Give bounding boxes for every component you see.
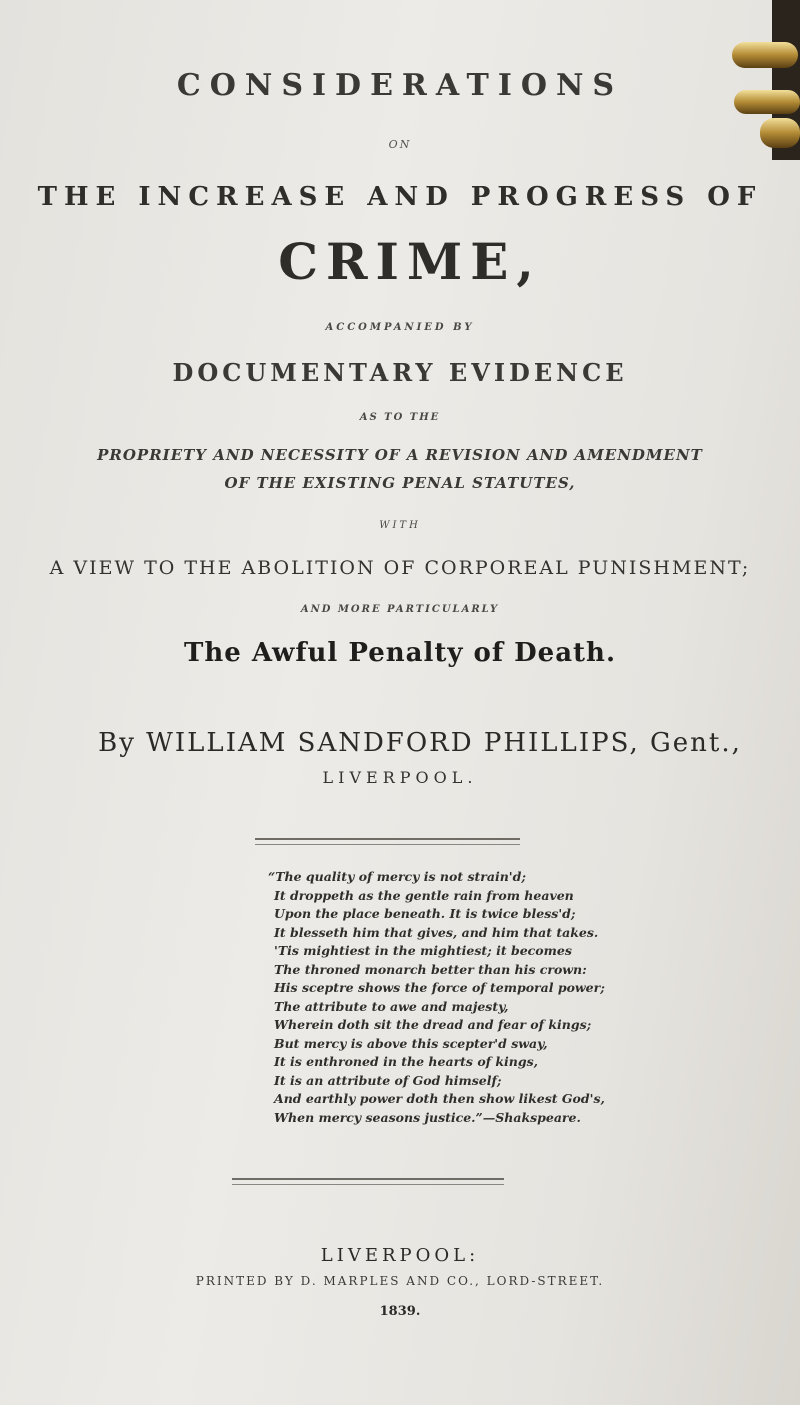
accompanied-by: ACCOMPANIED BY [325,322,475,333]
title-considerations: CONSIDERATIONS [176,68,624,103]
imprint-printer: PRINTED BY D. MARPLES AND CO., LORD-STREET. [195,1274,605,1288]
quote-line: “The quality of mercy is not strain'd; [268,869,526,884]
quote-line: It is an attribute of God himself; [274,1072,502,1088]
quote-line: The throned monarch better than his crown: [274,961,587,977]
imprint-place: LIVERPOOL: [320,1245,480,1266]
quote-line: When mercy seasons justice.”—Shakspeare. [274,1109,581,1125]
author-place: LIVERPOOL. [322,768,478,787]
quote-line: The attribute to awe and majesty, [274,998,509,1014]
quote-line: Wherein doth sit the dread and fear of kings; [274,1017,592,1032]
documentary-evidence: DOCUMENTARY EVIDENCE [172,358,628,387]
and-more-particularly: AND MORE PARTICULARLY [300,604,500,615]
divider-rule-bottom [232,1178,504,1185]
title-crime: CRIME, [278,232,542,291]
title-on: ON [388,138,412,151]
as-to-the: AS TO THE [359,412,441,423]
imprint-year: 1839. [379,1304,421,1319]
awful-penalty-heading: The Awful Penalty of Death. [183,638,617,668]
title-increase-progress: THE INCREASE AND PROGRESS OF [37,182,763,212]
divider-rule-top [255,838,520,845]
propriety-line-1: PROPRIETY AND NECESSITY OF A REVISION AND AMENDMENT [97,446,703,464]
quote-line: And earthly power doth then show likest God's, [274,1091,605,1106]
author-line: By WILLIAM SANDFORD PHILLIPS, Gent., [98,728,742,758]
quote-line: Upon the place beneath. It is twice bless'd; [274,906,576,921]
view-abolition: A VIEW TO THE ABOLITION OF CORPOREAL PUNISHMENT; [49,557,751,579]
quote-line: 'Tis mightiest in the mightiest; it becomes [274,943,572,958]
quote-line: But mercy is above this scepter'd sway, [274,1035,548,1051]
shakespeare-quotation [268,868,605,1127]
quote-line: His sceptre shows the force of temporal power; [274,980,605,995]
quote-line: It blesseth him that gives, and him that takes. [274,924,599,940]
propriety-line-2: OF THE EXISTING PENAL STATUTES, [224,474,576,492]
quote-line: It droppeth as the gentle rain from heaven [274,887,574,903]
with-label: WITH [379,520,421,531]
quote-line: It is enthroned in the hearts of kings, [274,1054,539,1069]
